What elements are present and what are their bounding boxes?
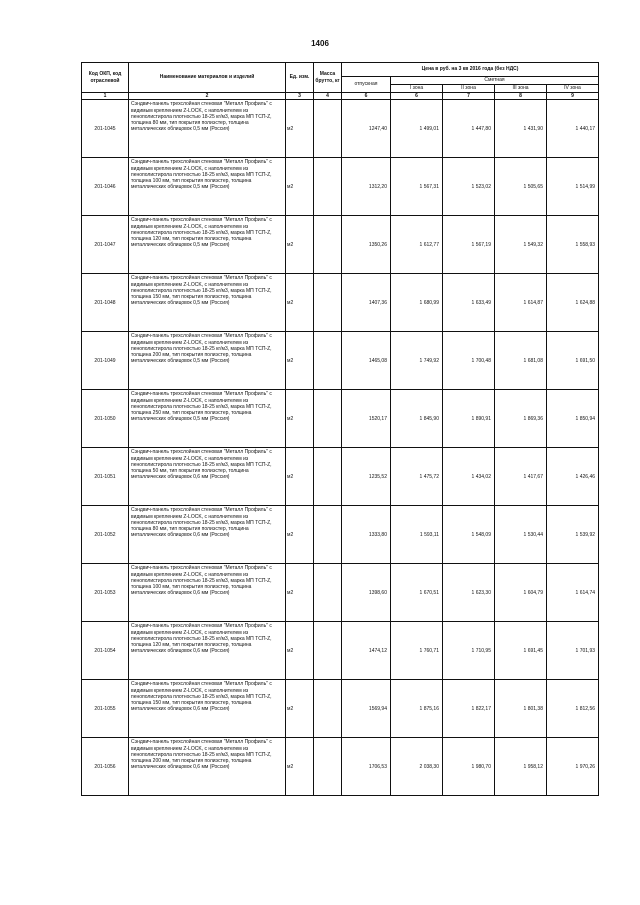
cell-unit: м2 <box>286 564 314 622</box>
column-number: 2 <box>129 93 286 100</box>
column-number: 8 <box>495 93 547 100</box>
cell-release-price: 1333,80 <box>342 506 391 564</box>
cell-release-price: 1247,40 <box>342 100 391 158</box>
table-row <box>82 158 599 216</box>
cell-release-price: 1235,52 <box>342 448 391 506</box>
cell-zone-2-price: 1 890,91 <box>443 390 495 448</box>
cell-code: 201-1054 <box>82 622 129 680</box>
cell-release-price: 1474,12 <box>342 622 391 680</box>
cell-zone-4-price: 1 850,94 <box>547 390 599 448</box>
header-zone-1: I зона <box>391 85 443 93</box>
cell-zone-1-price: 1 760,71 <box>391 622 443 680</box>
cell-zone-2-price: 1 523,02 <box>443 158 495 216</box>
cell-unit: м2 <box>286 506 314 564</box>
column-number: 3 <box>286 93 314 100</box>
table-row <box>82 274 599 332</box>
header-name: Наименование материалов и изделий <box>129 63 286 93</box>
cell-zone-2-price: 1 633,49 <box>443 274 495 332</box>
cell-unit: м2 <box>286 738 314 796</box>
cell-code: 201-1052 <box>82 506 129 564</box>
cell-unit: м2 <box>286 100 314 158</box>
cell-zone-1-price: 1 670,51 <box>391 564 443 622</box>
cell-zone-4-price: 1 624,88 <box>547 274 599 332</box>
cell-name: Сэндвич-панель трехслойная стеновая "Металл Профиль" с видимым креплением Z-LOCK, с наполнителем из пенополистирола плотностью 18-25 кг/м3, марка МП ТСП-Z, толщина 200 мм, тип покрытия полиэстер, толщина металлических облицовок 0,5 мм (Россия) <box>129 332 286 390</box>
cell-code: 201-1046 <box>82 158 129 216</box>
cell-zone-1-price: 1 593,11 <box>391 506 443 564</box>
header-mass: Масса брутто, кг <box>314 63 342 93</box>
cell-zone-1-price: 1 475,72 <box>391 448 443 506</box>
cell-zone-2-price: 1 710,95 <box>443 622 495 680</box>
cell-code: 201-1048 <box>82 274 129 332</box>
cell-name: Сэндвич-панель трехслойная стеновая "Металл Профиль" с видимым креплением Z-LOCK, с наполнителем из пенополистирола плотностью 18-25 кг/м3, марка МП ТСП-Z, толщина 150 мм, тип покрытия полиэстер, толщина металлических облицовок 0,5 мм (Россия) <box>129 274 286 332</box>
header-estimate: Сметная <box>391 77 599 85</box>
cell-unit: м2 <box>286 274 314 332</box>
cell-mass <box>314 158 342 216</box>
column-number: 6 <box>342 93 391 100</box>
table-row <box>82 564 599 622</box>
cell-zone-3-price: 1 530,44 <box>495 506 547 564</box>
table-row <box>82 738 599 796</box>
cell-name: Сэндвич-панель трехслойная стеновая "Металл Профиль" с видимым креплением Z-LOCK, с наполнителем из пенополистирола плотностью 18-25 кг/м3, марка МП ТСП-Z, толщина 200 мм, тип покрытия полиэстер, толщина металлических облицовок 0,6 мм (Россия) <box>129 738 286 796</box>
cell-zone-1-price: 1 567,31 <box>391 158 443 216</box>
cell-code: 201-1050 <box>82 390 129 448</box>
cell-zone-1-price: 1 680,99 <box>391 274 443 332</box>
cell-release-price: 1407,36 <box>342 274 391 332</box>
cell-zone-2-price: 1 434,02 <box>443 448 495 506</box>
cell-mass <box>314 390 342 448</box>
header-unit: Ед. изм. <box>286 63 314 93</box>
cell-code: 201-1055 <box>82 680 129 738</box>
cell-zone-3-price: 1 614,87 <box>495 274 547 332</box>
cell-release-price: 1520,17 <box>342 390 391 448</box>
column-number: 4 <box>314 93 342 100</box>
cell-mass <box>314 216 342 274</box>
header-zone-2: II зона <box>443 85 495 93</box>
header-release: отпускная <box>342 77 391 93</box>
cell-zone-4-price: 1 539,92 <box>547 506 599 564</box>
cell-release-price: 1465,08 <box>342 332 391 390</box>
cell-zone-3-price: 1 505,65 <box>495 158 547 216</box>
cell-mass <box>314 564 342 622</box>
table-row <box>82 100 599 158</box>
cell-unit: м2 <box>286 622 314 680</box>
cell-name: Сэндвич-панель трехслойная стеновая "Металл Профиль" с видимым креплением Z-LOCK, с наполнителем из пенополистирола плотностью 18-25 кг/м3, марка МП ТСП-Z, толщина 120 мм, тип покрытия полиэстер, толщина металлических облицовок 0,5 мм (Россия) <box>129 216 286 274</box>
cell-unit: м2 <box>286 332 314 390</box>
cell-code: 201-1056 <box>82 738 129 796</box>
cell-mass <box>314 332 342 390</box>
cell-code: 201-1047 <box>82 216 129 274</box>
cell-code: 201-1051 <box>82 448 129 506</box>
price-table <box>81 62 599 796</box>
cell-zone-2-price: 1 700,48 <box>443 332 495 390</box>
cell-zone-2-price: 1 548,09 <box>443 506 495 564</box>
cell-zone-1-price: 1 499,01 <box>391 100 443 158</box>
cell-zone-1-price: 1 875,16 <box>391 680 443 738</box>
table-header <box>82 63 599 100</box>
cell-zone-2-price: 1 980,70 <box>443 738 495 796</box>
table-row <box>82 448 599 506</box>
cell-mass <box>314 274 342 332</box>
cell-mass <box>314 738 342 796</box>
column-numbers-row <box>82 93 599 100</box>
cell-zone-4-price: 1 426,46 <box>547 448 599 506</box>
cell-release-price: 1706,53 <box>342 738 391 796</box>
table-row <box>82 506 599 564</box>
cell-zone-4-price: 1 440,17 <box>547 100 599 158</box>
cell-zone-2-price: 1 623,30 <box>443 564 495 622</box>
cell-name: Сэндвич-панель трехслойная стеновая "Металл Профиль" с видимым креплением Z-LOCK, с наполнителем из пенополистирола плотностью 18-25 кг/м3, марка МП ТСП-Z, толщина 50 мм, тип покрытия полиэстер, толщина металлических облицовок 0,6 мм (Россия) <box>129 448 286 506</box>
cell-zone-3-price: 1 549,32 <box>495 216 547 274</box>
cell-release-price: 1312,20 <box>342 158 391 216</box>
cell-code: 201-1049 <box>82 332 129 390</box>
cell-name: Сэндвич-панель трехслойная стеновая "Металл Профиль" с видимым креплением Z-LOCK, с наполнителем из пенополистирола плотностью 18-25 кг/м3, марка МП ТСП-Z, толщина 80 мм, тип покрытия полиэстер, толщина металлических облицовок 0,6 мм (Россия) <box>129 506 286 564</box>
column-number: 1 <box>82 93 129 100</box>
cell-zone-4-price: 1 812,56 <box>547 680 599 738</box>
cell-mass <box>314 100 342 158</box>
cell-name: Сэндвич-панель трехслойная стеновая "Металл Профиль" с видимым креплением Z-LOCK, с наполнителем из пенополистирола плотностью 18-25 кг/м3, марка МП ТСП-Z, толщина 250 мм, тип покрытия полиэстер, толщина металлических облицовок 0,5 мм (Россия) <box>129 390 286 448</box>
cell-zone-3-price: 1 604,79 <box>495 564 547 622</box>
cell-unit: м2 <box>286 390 314 448</box>
cell-code: 201-1053 <box>82 564 129 622</box>
cell-zone-1-price: 1 845,90 <box>391 390 443 448</box>
cell-zone-4-price: 1 970,26 <box>547 738 599 796</box>
cell-zone-3-price: 1 417,67 <box>495 448 547 506</box>
table-body <box>82 100 599 796</box>
table-row <box>82 390 599 448</box>
cell-release-price: 1569,94 <box>342 680 391 738</box>
cell-zone-2-price: 1 447,80 <box>443 100 495 158</box>
cell-zone-1-price: 2 038,30 <box>391 738 443 796</box>
cell-mass <box>314 622 342 680</box>
cell-zone-1-price: 1 612,77 <box>391 216 443 274</box>
cell-zone-4-price: 1 701,93 <box>547 622 599 680</box>
cell-name: Сэндвич-панель трехслойная стеновая "Металл Профиль" с видимым креплением Z-LOCK, с наполнителем из пенополистирола плотностью 18-25 кг/м3, марка МП ТСП-Z, толщина 80 мм, тип покрытия полиэстер, толщина металлических облицовок 0,5 мм (Россия) <box>129 100 286 158</box>
cell-mass <box>314 506 342 564</box>
header-price: Цена в руб. на 3 кв 2016 года (без НДС) <box>342 63 599 77</box>
cell-zone-2-price: 1 567,19 <box>443 216 495 274</box>
cell-code: 201-1045 <box>82 100 129 158</box>
cell-unit: м2 <box>286 158 314 216</box>
cell-name: Сэндвич-панель трехслойная стеновая "Металл Профиль" с видимым креплением Z-LOCK, с наполнителем из пенополистирола плотностью 18-25 кг/м3, марка МП ТСП-Z, толщина 100 мм, тип покрытия полиэстер, толщина металлических облицовок 0,6 мм (Россия) <box>129 564 286 622</box>
cell-mass <box>314 680 342 738</box>
cell-name: Сэндвич-панель трехслойная стеновая "Металл Профиль" с видимым креплением Z-LOCK, с наполнителем из пенополистирола плотностью 18-25 кг/м3, марка МП ТСП-Z, толщина 120 мм, тип покрытия полиэстер, толщина металлических облицовок 0,6 мм (Россия) <box>129 622 286 680</box>
table-row <box>82 216 599 274</box>
page-number: 1406 <box>311 39 329 48</box>
table-row <box>82 680 599 738</box>
cell-zone-4-price: 1 558,93 <box>547 216 599 274</box>
cell-zone-2-price: 1 822,17 <box>443 680 495 738</box>
cell-zone-4-price: 1 691,50 <box>547 332 599 390</box>
cell-name: Сэндвич-панель трехслойная стеновая "Металл Профиль" с видимым креплением Z-LOCK, с наполнителем из пенополистирола плотностью 18-25 кг/м3, марка МП ТСП-Z, толщина 100 мм, тип покрытия полиэстер, толщина металлических облицовок 0,5 мм (Россия) <box>129 158 286 216</box>
cell-zone-4-price: 1 614,74 <box>547 564 599 622</box>
table-row <box>82 332 599 390</box>
table-row <box>82 622 599 680</box>
header-zone-3: III зона <box>495 85 547 93</box>
cell-zone-3-price: 1 681,08 <box>495 332 547 390</box>
cell-zone-4-price: 1 514,99 <box>547 158 599 216</box>
cell-zone-3-price: 1 431,90 <box>495 100 547 158</box>
column-number: 9 <box>547 93 599 100</box>
column-number: 6 <box>391 93 443 100</box>
cell-zone-3-price: 1 869,36 <box>495 390 547 448</box>
cell-zone-3-price: 1 958,12 <box>495 738 547 796</box>
column-number: 7 <box>443 93 495 100</box>
header-code: Код ОКП, код отраслевой <box>82 63 129 93</box>
cell-release-price: 1350,26 <box>342 216 391 274</box>
cell-release-price: 1398,60 <box>342 564 391 622</box>
cell-unit: м2 <box>286 448 314 506</box>
cell-unit: м2 <box>286 216 314 274</box>
header-zone-4: IV зона <box>547 85 599 93</box>
cell-zone-3-price: 1 801,38 <box>495 680 547 738</box>
cell-name: Сэндвич-панель трехслойная стеновая "Металл Профиль" с видимым креплением Z-LOCK, с наполнителем из пенополистирола плотностью 18-25 кг/м3, марка МП ТСП-Z, толщина 150 мм, тип покрытия полиэстер, толщина металлических облицовок 0,6 мм (Россия) <box>129 680 286 738</box>
cell-unit: м2 <box>286 680 314 738</box>
cell-mass <box>314 448 342 506</box>
cell-zone-1-price: 1 749,92 <box>391 332 443 390</box>
cell-zone-3-price: 1 691,45 <box>495 622 547 680</box>
